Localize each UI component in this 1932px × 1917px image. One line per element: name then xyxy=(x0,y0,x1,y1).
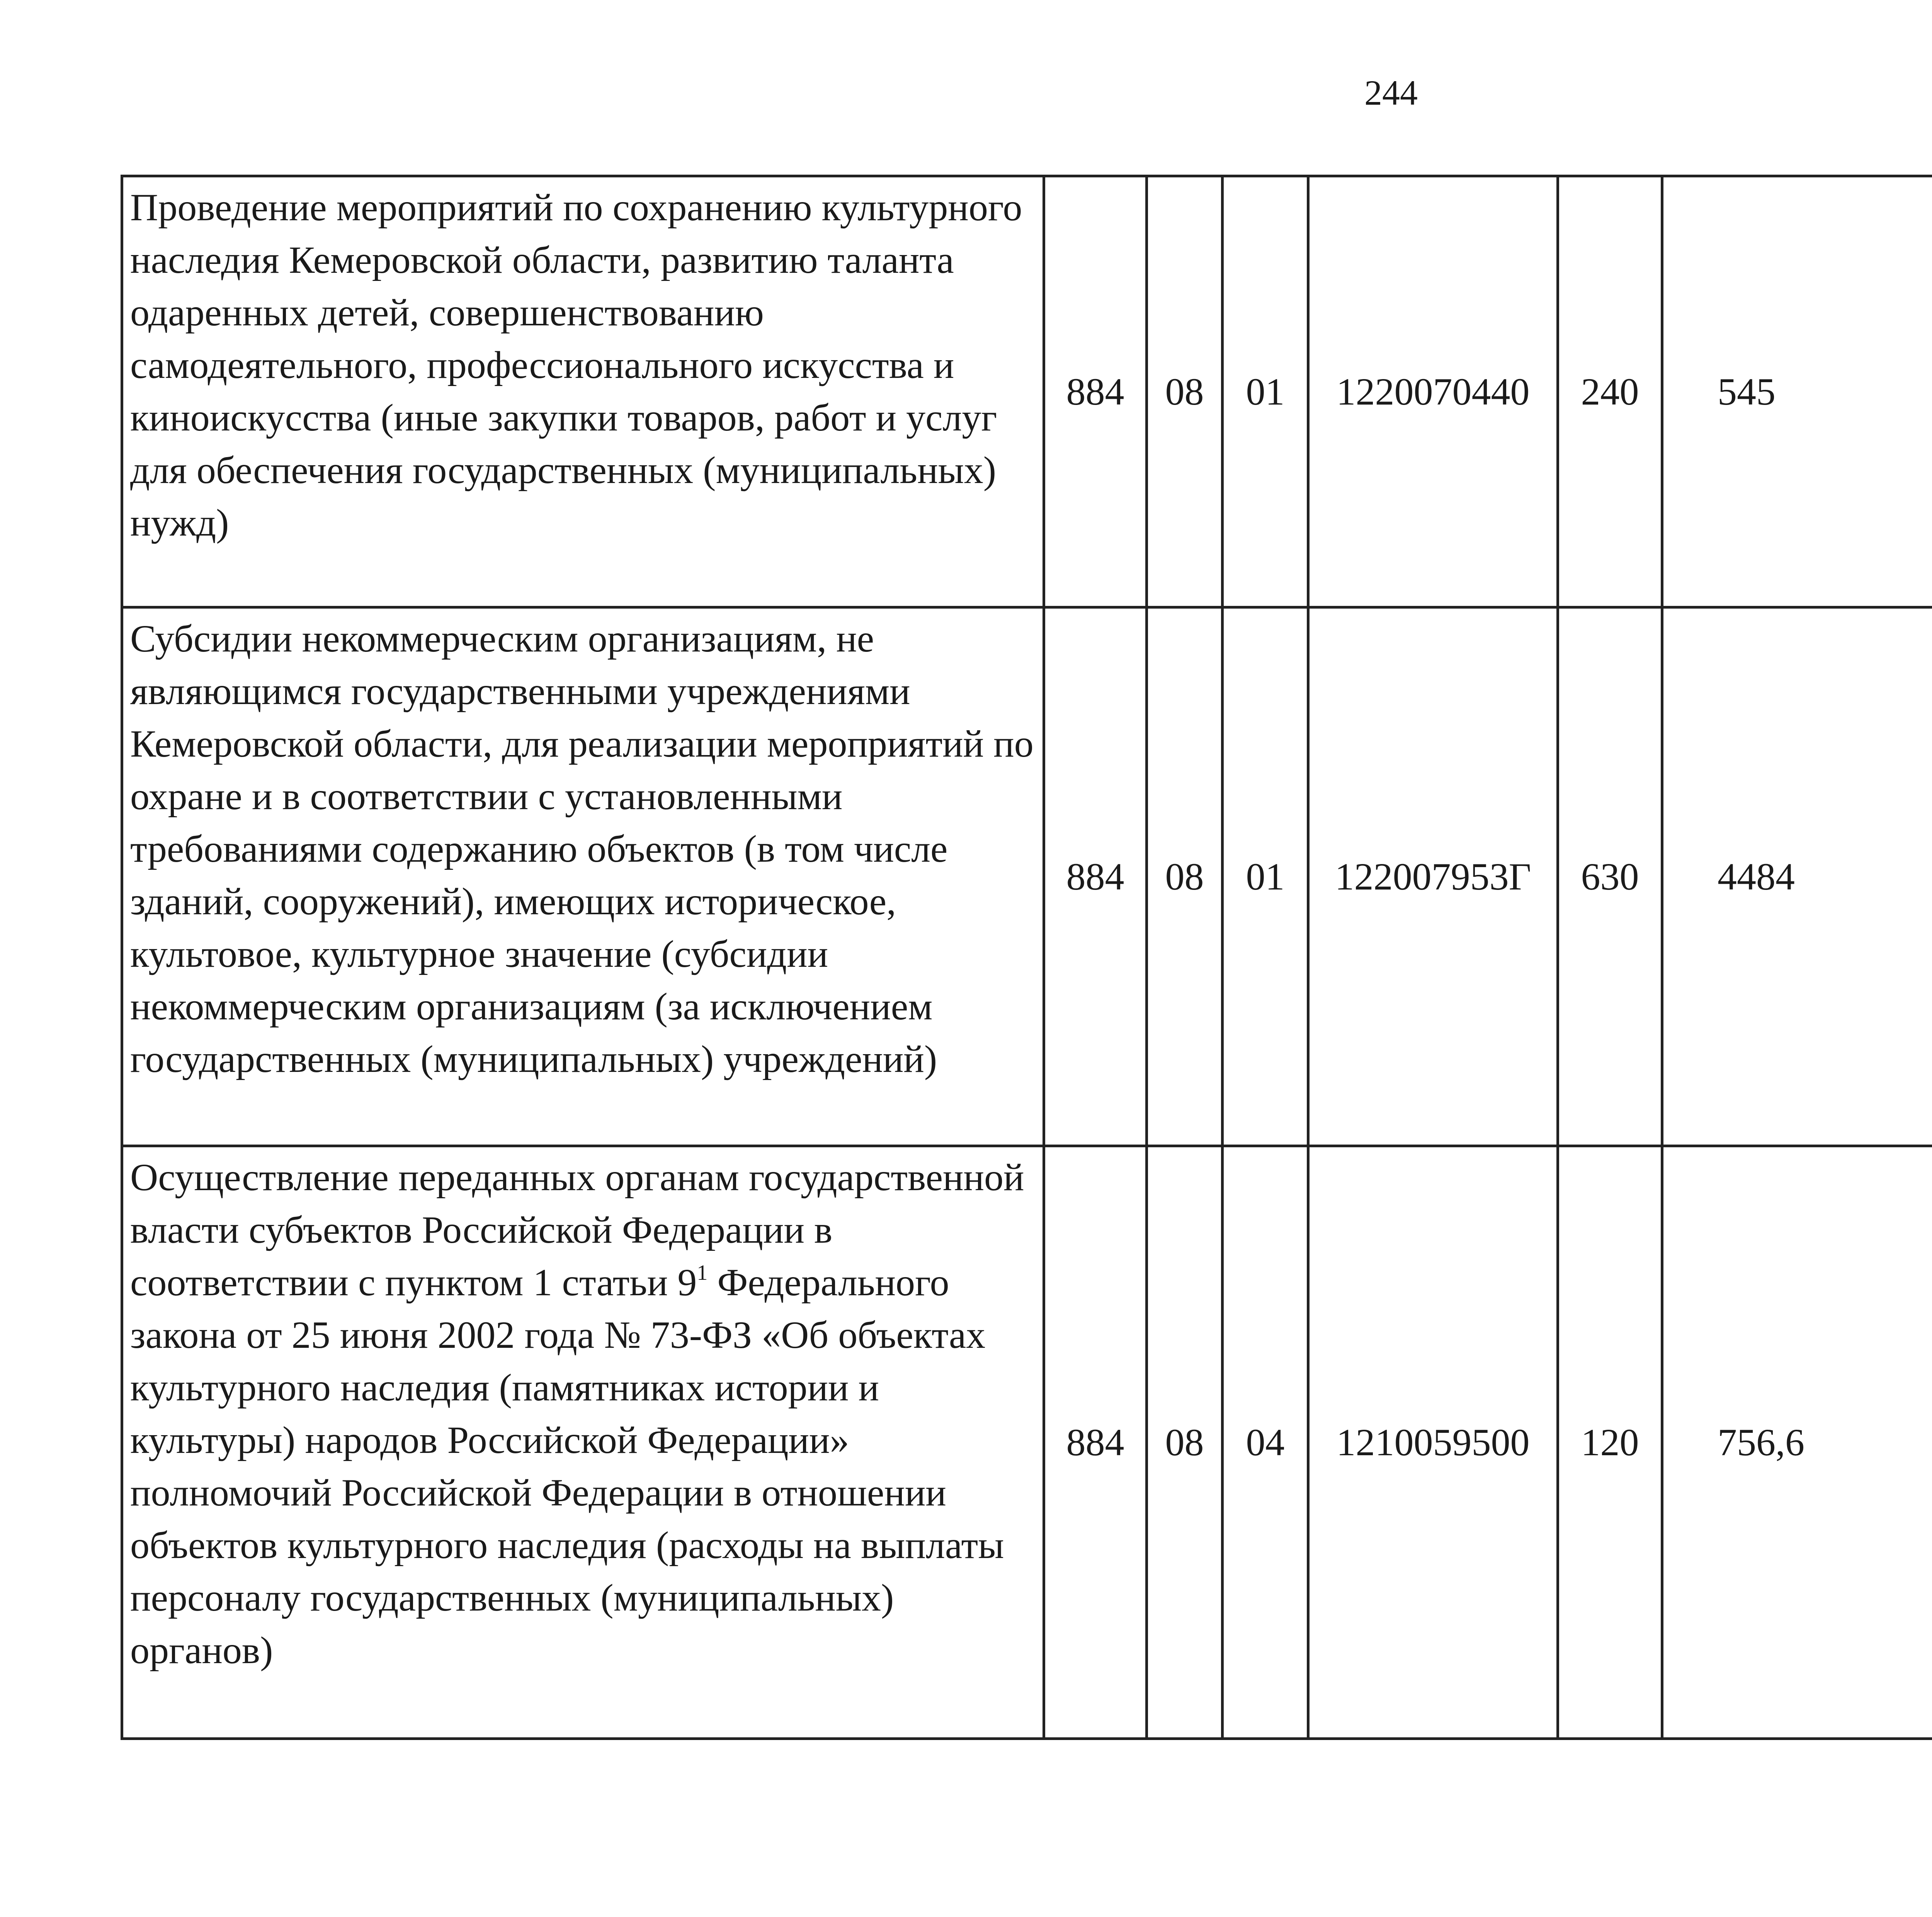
table-row xyxy=(122,176,1932,607)
budget-table xyxy=(121,175,1932,1740)
amount-year-1: 545 xyxy=(1662,176,1932,607)
footnote-superscript: 1 xyxy=(697,1261,708,1285)
section-code: 08 xyxy=(1147,1146,1223,1739)
subsection-code: 01 xyxy=(1223,607,1308,1146)
subsection-code: 04 xyxy=(1223,1146,1308,1739)
table-row xyxy=(122,1146,1932,1739)
row-description: Проведение мероприятий по сохранению культурного наследия Кемеровской области, развитию таланта одаренных детей, совершенствованию самодеятельного, профессионального искусства и киноискусства (иные закупки товаров, работ и услуг для обеспечения государственных (муниципальных) нужд) xyxy=(122,176,1044,607)
subsection-code: 01 xyxy=(1223,176,1308,607)
row-description-part-2: Федерального закона от 25 июня 2002 года № 73-ФЗ «Об объектах культурного наследия (памятниках истории и культуры) народов Российской Федерации» полномочий Российской Федерации в отношении объектов культурного наследия (расходы на выплаты персоналу государственных (муниципальных) органов) xyxy=(130,1261,1004,1672)
section-code: 08 xyxy=(1147,607,1223,1146)
row-description-part-1: Осуществление переданных органам государственной власти субъектов Российской Федерации в соответствии с пунктом 1 статьи 9 xyxy=(130,1156,1024,1304)
target-article-code: 122007953Г xyxy=(1308,607,1558,1146)
ministry-code: 884 xyxy=(1044,176,1147,607)
expense-type-code: 120 xyxy=(1558,1146,1662,1739)
expense-type-code: 630 xyxy=(1558,607,1662,1146)
target-article-code: 1210059500 xyxy=(1308,1146,1558,1739)
target-article-code: 1220070440 xyxy=(1308,176,1558,607)
table-row xyxy=(122,607,1932,1146)
section-code: 08 xyxy=(1147,176,1223,607)
amount-year-1: 4484 xyxy=(1662,607,1932,1146)
amount-year-1: 756,6 xyxy=(1662,1146,1932,1739)
ministry-code: 884 xyxy=(1044,1146,1147,1739)
row-description: Субсидии некоммерческим организациям, не являющимся государственными учреждениями Кемеровской области, для реализации мероприятий по охране и в соответствии с установленными требованиями содержанию объектов (в том числе зданий, сооружений), имеющих историческое, культовое, культурное значение (субсидии некоммерческим организациям (за исключением государственных (муниципальных) учреждений) xyxy=(122,607,1044,1146)
page-number: 244 xyxy=(1364,73,1418,112)
row-description xyxy=(122,1146,1044,1739)
ministry-code: 884 xyxy=(1044,607,1147,1146)
expense-type-code: 240 xyxy=(1558,176,1662,607)
